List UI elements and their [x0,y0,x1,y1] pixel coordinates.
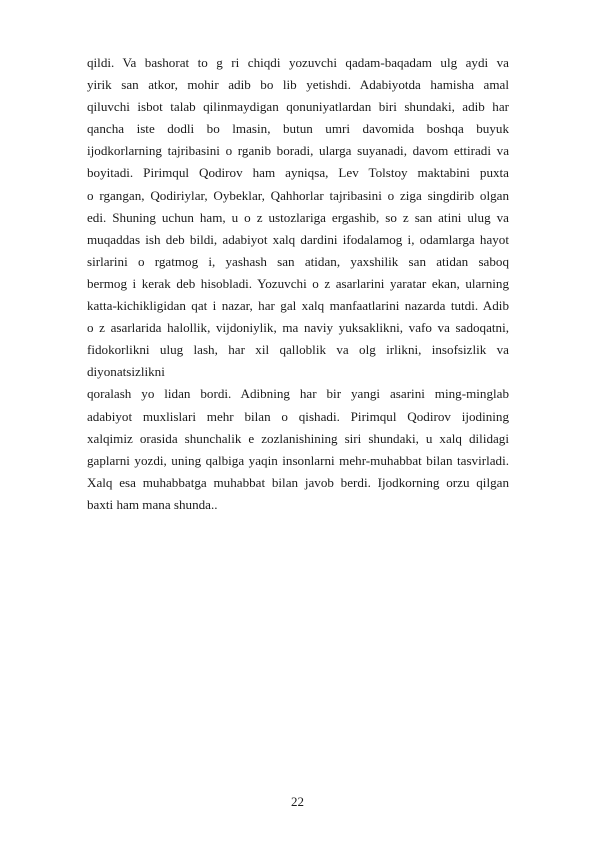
text-line: o z asarlarida halollik, vijdoniylik, ma naviy yuksaklikni, vafo va sadoqatni, [87,320,509,336]
page-number: 22 [291,794,304,809]
text-line: qancha iste dodli bo lmasin, butun umri davomida boshqa buyuk [87,121,509,137]
text-line: boyitadi. Pirimqul Qodirov ham ayniqsa, Lev Tolstoy maktabini puxta [87,165,509,181]
text-line: adabiyot muxlislari mehr bilan o qishadi. Pirimqul Qodirov ijodining [87,408,509,424]
text-line: qildi. Va bashorat to g ri chiqdi yozuvchi qadam-baqadam ulg aydi va [87,55,509,70]
text-line: xalqimiz orasida shunchalik e zozlanishining siri shundaki, u xalq dilidagi [87,430,509,446]
text-line: sirlarini o rgatmog i, yashash san atidan, yaxshilik san atidan saboq [87,253,509,269]
text-line: diyonatsizlikni [87,364,165,380]
text-line: katta-kichikligidan qat i nazar, har gal xalq manfaatlarini nazarda tutdi. Adib [87,298,509,314]
text-line: o rgangan, Qodiriylar, Oybeklar, Qahhorlar tajribasini o ziga singdirib olgan [87,187,509,203]
text-line: yirik san atkor, mohir adib bo lib yetishdi. Adabiyotda hamisha amal [87,77,509,93]
text-line: ijodkorlarning tajribasini o rganib boradi, ularga suyanadi, davom ettiradi va [87,143,509,159]
text-line: Xalq esa muhabbatga muhabbat bilan javob berdi. Ijodkorning orzu qilgan [87,474,509,490]
text-line: qiluvchi isbot talab qilinmaydigan qonuniyatlardan biri shundaki, adib har [87,99,509,115]
text-line: edi. Shuning uchun ham, u o z ustozlariga ergashib, so z san atini ulug va [87,209,509,225]
text-line: qoralash yo lidan bordi. Adibning har bir yangi asarini ming-minglab [87,386,509,402]
body-text [87,52,509,516]
text-line: fidokorlikni ulug lash, har xil qalloblik va olg irlikni, insofsizlik va [87,342,509,358]
text-line: muqaddas ish deb bildi, adabiyot xalq dardini ifodalamog i, odamlarga hayot [87,231,509,247]
text-line: gaplarni yozdi, uning qalbiga yaqin insonlarni mehr-muhabbat bilan tasvirladi. [87,452,509,468]
text-line: baxti ham mana shunda.. [87,496,218,512]
text-line: bermog i kerak deb hisobladi. Yozuvchi o z asarlarini yaratar ekan, ularning [87,275,509,291]
